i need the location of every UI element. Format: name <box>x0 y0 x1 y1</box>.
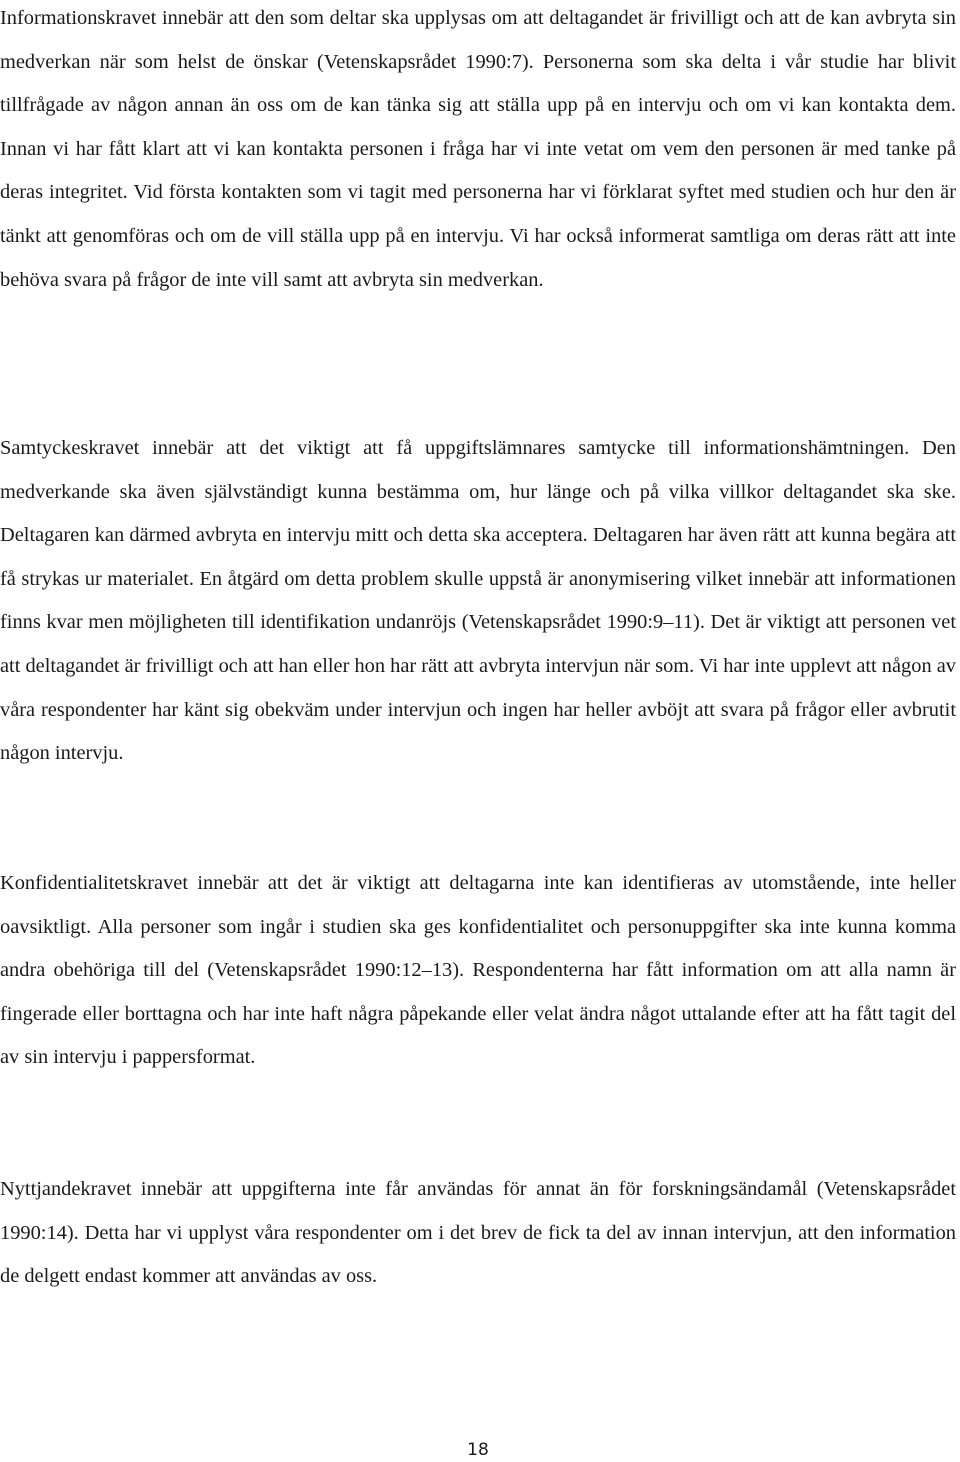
paragraph-nyttjandekravet: Nyttjandekravet innebär att uppgifterna inte får användas för annat än för forskningsändamål (Vetenskapsrådet 1990:14). Detta har vi upplyst våra respondenter om i det brev de fick ta del av innan intervjun, att den information de delgett endast kommer att användas av oss. <box>0 1178 956 1288</box>
page-number: 18 <box>467 1440 489 1460</box>
paragraph-informationskravet: Informationskravet innebär att den som deltar ska upplysas om att deltagandet är frivilligt och att de kan avbryta sin medverkan när som helst de önskar (Vetenskapsrådet 1990:7). Personerna som ska delta i vår studie har blivit tillfrågade av någon annan än oss om de kan tänka sig att ställa upp på en intervju och om vi kan kontakta dem. Innan vi har fått klart att vi kan kontakta personen i fråga har vi inte vetat om vem den personen är med tanke på deras integritet. Vid första kontakten som vi tagit med personerna har vi förklarat syftet med studien och hur den är tänkt att genomföras och om de vill ställa upp på en intervju. Vi har också informerat samtliga om deras rätt att inte behöva svara på frågor de inte vill samt att avbryta sin medverkan. <box>0 7 956 291</box>
paragraph-samtyckeskravet: Samtyckeskravet innebär att det viktigt att få uppgiftslämnares samtycke till informationshämtningen. Den medverkande ska även självständigt kunna bestämma om, hur länge och på vilka villkor deltagandet ska ske. Deltagaren kan därmed avbryta en intervju mitt och detta ska acceptera. Deltagaren har även rätt att kunna begära att få strykas ur materialet. En åtgärd om detta problem skulle uppstå är anonymisering vilket innebär att informationen finns kvar men möjligheten till identifikation undanröjs (Vetenskapsrådet 1990:9–11). Det är viktigt att personen vet att deltagandet är frivilligt och att han eller hon har rätt att avbryta intervjun när som. Vi har inte upplevt att någon av våra respondenter har känt sig obekväm under intervjun och ingen har heller avböjt att svara på frågor eller avbrutit någon intervju. <box>0 437 956 765</box>
paragraph-konfidentialitetskravet: Konfidentialitetskravet innebär att det är viktigt att deltagarna inte kan identifieras av utomstående, inte heller oavsiktligt. Alla personer som ingår i studien ska ges konfidentialitet och personuppgifter ska inte kunna komma andra obehöriga till del (Vetenskapsrådet 1990:12–13). Respondenterna har fått information om att alla namn är fingerade eller borttagna och har inte haft några påpekande eller velat ändra något uttalande efter att ha fått tagit del av sin intervju i pappersformat. <box>0 872 956 1069</box>
